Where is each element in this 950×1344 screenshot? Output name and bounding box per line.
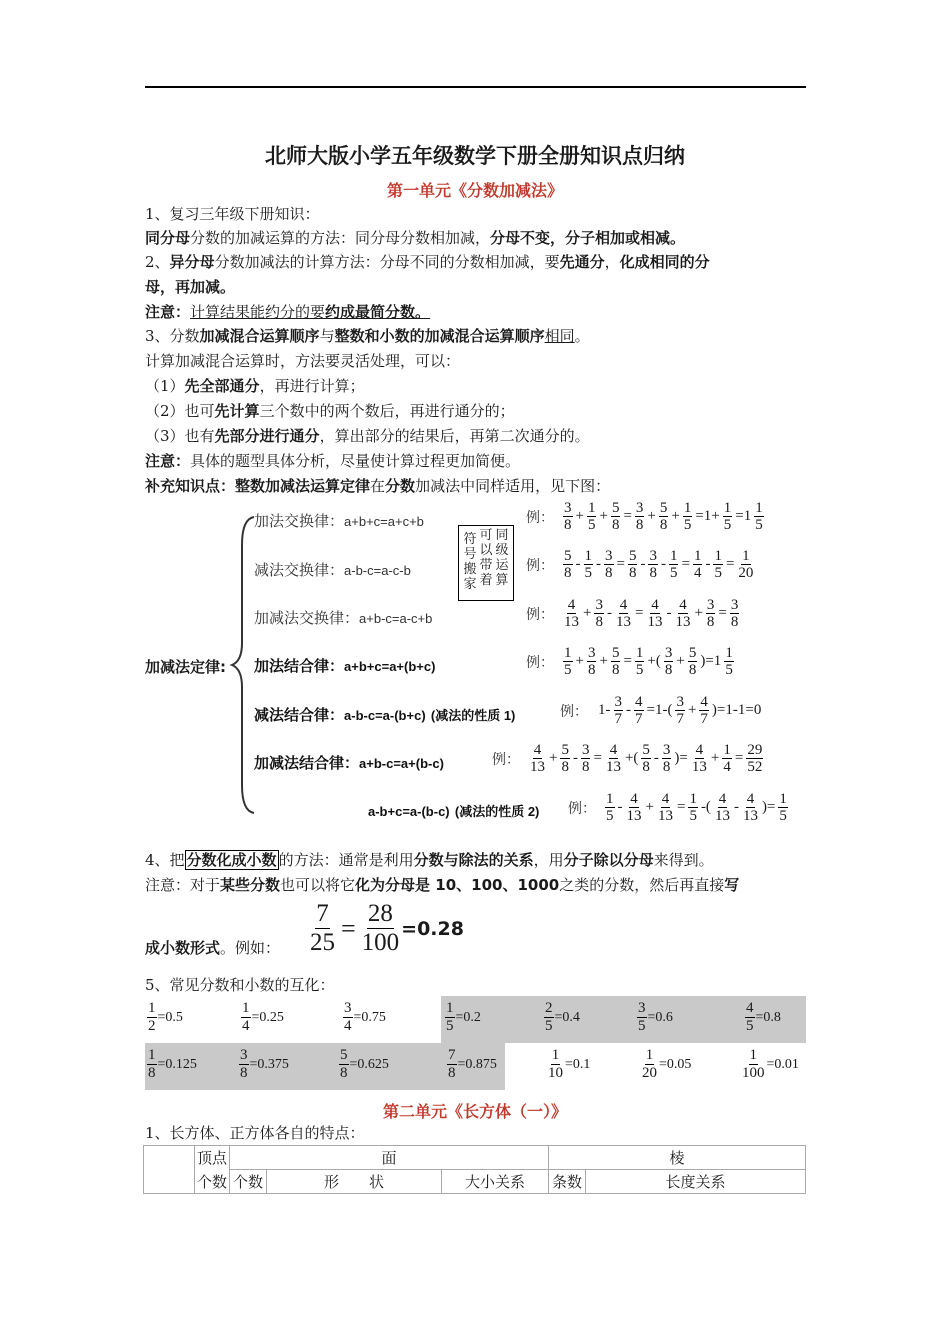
para-4: 注意：计算结果能约分的要约成最简分数。 (145, 303, 431, 321)
conv-item: $\frac{7}{8}$ =0.875 (448, 1047, 497, 1081)
example-3: 例： $\frac{4}{13}$ + $\frac{3}{8}$ - $\frac{4}{13}$ = $\frac{4}{13}$ - $\frac{4}{13}$ + $\frac{3}{8}$ = $\frac{3}{8}$ (526, 597, 739, 630)
law-2: 减法交换律：a-b-c=a-c-b (254, 561, 411, 579)
para-6: 计算加减混合运算时，方法要灵活处理，可以： (145, 352, 461, 370)
example-6: 例： $\frac{4}{13}$ + $\frac{5}{8}$ - $\frac{3}{8}$ = $\frac{4}{13}$ +( $\frac{5}{8}$ - $\frac{3}{8}$ )= $\frac{4}{13}$ + $\frac{1}{4}$ = $\frac{29}{52}$ (492, 742, 763, 775)
top-rule (145, 86, 806, 88)
law-3: 加减法交换律：a+b-c=a-c+b (254, 609, 433, 627)
table-row (144, 1170, 806, 1194)
table-header-shape: 形 状 (267, 1170, 442, 1194)
conv-item: $\frac{1}{8}$ =0.125 (148, 1047, 197, 1081)
brace-icon (228, 515, 256, 815)
example-4: 例： $\frac{1}{5}$ + $\frac{3}{8}$ + $\frac{5}{8}$ = $\frac{1}{5}$ +( $\frac{3}{8}$ + $\frac{5}{8}$ )=1 $\frac{1}{5}$ (526, 645, 733, 678)
para-11: 补充知识点：整数加减法运算定律在分数加减法中同样适用，见下图： (145, 477, 611, 495)
para-5: 3、分数加减混合运算顺序与整数和小数的加减混合运算顺序相同。 (145, 327, 590, 345)
unit-2-heading: 第二单元《长方体（一）》 (382, 1102, 567, 1121)
example-7: 例： $\frac{1}{5}$ - $\frac{4}{13}$ + $\frac{4}{13}$ = $\frac{1}{5}$ -( $\frac{4}{13}$ - $\frac{4}{13}$ )= $\frac{1}{5}$ (568, 791, 787, 824)
conv-item: $\frac{3}{5}$ =0.6 (638, 1000, 673, 1034)
conv-item: $\frac{1}{4}$ =0.25 (242, 1000, 284, 1034)
table-header-length: 长度关系 (586, 1170, 806, 1194)
para-3: 2、异分母分数加减法的计算方法：分母不同的分数相加减，要先通分，化成相同的分 (145, 253, 710, 271)
law-7: a-b+c=a-(b-c) (减法的性质 2) (368, 804, 540, 819)
law-6: 加减法结合律：a+b-c=a+(b-c) (254, 754, 444, 772)
feature-table (143, 1145, 806, 1194)
law-5: 减法结合律：a-b-c=a-(b+c) (减法的性质 1) (254, 706, 516, 724)
laws-main-label: 加减法定律: (145, 658, 226, 676)
para-15: 5、常见分数和小数的互化： (145, 976, 335, 994)
table-row (144, 1146, 806, 1170)
conv-item: $\frac{1}{10}$ =0.1 (548, 1047, 591, 1081)
example-1: 例： $\frac{3}{8}$ + $\frac{1}{5}$ + $\frac{5}{8}$ = $\frac{3}{8}$ + $\frac{5}{8}$ + $\frac{1}{5}$ =1+ $\frac{1}{5}$ =1 $\frac{1}{5}$ (526, 500, 763, 533)
para-3b: 母，再加减。 (145, 278, 236, 296)
note-col-3: 同级运算 (495, 528, 509, 588)
example-5: 例： 1- $\frac{3}{7}$ - $\frac{4}{7}$ =1-( $\frac{3}{7}$ + $\frac{4}{7}$ )=1-1=0 (560, 694, 762, 727)
table-header-size: 大小关系 (442, 1170, 549, 1194)
unit-1-heading: 第一单元《分数加减法》 (386, 181, 563, 200)
table-cell (144, 1146, 195, 1194)
conv-item: $\frac{1}{20}$ =0.05 (642, 1047, 692, 1081)
page-title: 北师大版小学五年级数学下册全册知识点归纳 (265, 144, 685, 168)
para-7: （1）先全部通分，再进行计算； (145, 377, 365, 395)
example-2: 例： $\frac{5}{8}$ - $\frac{1}{5}$ - $\frac{3}{8}$ = $\frac{5}{8}$ - $\frac{3}{8}$ - $\frac{1}{5}$ = $\frac{1}{4}$ - $\frac{1}{5}$ = $\frac{1}{20}$ (526, 548, 754, 581)
conv-item: $\frac{1}{100}$ =0.01 (742, 1047, 799, 1081)
table-header-face: 面 (230, 1146, 549, 1170)
note-col-1: 符号搬家 (463, 532, 477, 592)
para-16: 1、长方体、正方体各自的特点： (145, 1124, 365, 1142)
table-header-face-count: 个数 (230, 1170, 267, 1194)
para-10: 注意：具体的题型具体分析，尽量使计算过程更加简便。 (145, 452, 521, 470)
table-header-edge-count: 条数 (549, 1170, 586, 1194)
table-header-vertex: 顶点 (195, 1146, 230, 1170)
conv-item: $\frac{2}{5}$ =0.4 (545, 1000, 580, 1034)
para-1: 1、复习三年级下册知识： (145, 205, 320, 223)
conv-item: $\frac{4}{5}$ =0.8 (746, 1000, 781, 1034)
para-12: 4、把 分数化成小数 的方法：通常是利用分数与除法的关系，用分子除以分母来得到。 (145, 851, 714, 869)
note-col-2: 可以带着 (479, 528, 493, 588)
law-4: 加法结合律：a+b+c=a+(b+c) (254, 657, 436, 675)
big-fraction-example: $\frac{7}{25}$ = $\frac{28}{100}$ =0.28 (310, 900, 464, 956)
conv-item: $\frac{5}{8}$ =0.625 (340, 1047, 389, 1081)
para-14: 成小数形式。例如： (145, 939, 281, 957)
para-2: 同分母分数的加减运算的方法：同分母分数相加减，分母不变，分子相加或相减。 (145, 229, 686, 247)
para-8: （2）也可先计算三个数中的两个数后，再进行通分的； (145, 402, 515, 420)
table-header-vertex-count: 个数 (195, 1170, 230, 1194)
conv-item: $\frac{3}{4}$ =0.75 (344, 1000, 386, 1034)
table-header-edge: 棱 (549, 1146, 806, 1170)
note-box (458, 525, 514, 601)
conv-item: $\frac{3}{8}$ =0.375 (240, 1047, 289, 1081)
law-1: 加法交换律：a+b+c=a+c+b (254, 512, 424, 530)
para-9: （3）也有先部分进行通分，算出部分的结果后，再第二次通分的。 (145, 427, 590, 445)
conv-item: $\frac{1}{5}$ =0.2 (446, 1000, 481, 1034)
conv-item: $\frac{1}{2}$ =0.5 (148, 1000, 183, 1034)
para-13: 注意：对于某些分数也可以将它化为分母是 10、100、1000之类的分数，然后再直接写 (145, 876, 740, 894)
